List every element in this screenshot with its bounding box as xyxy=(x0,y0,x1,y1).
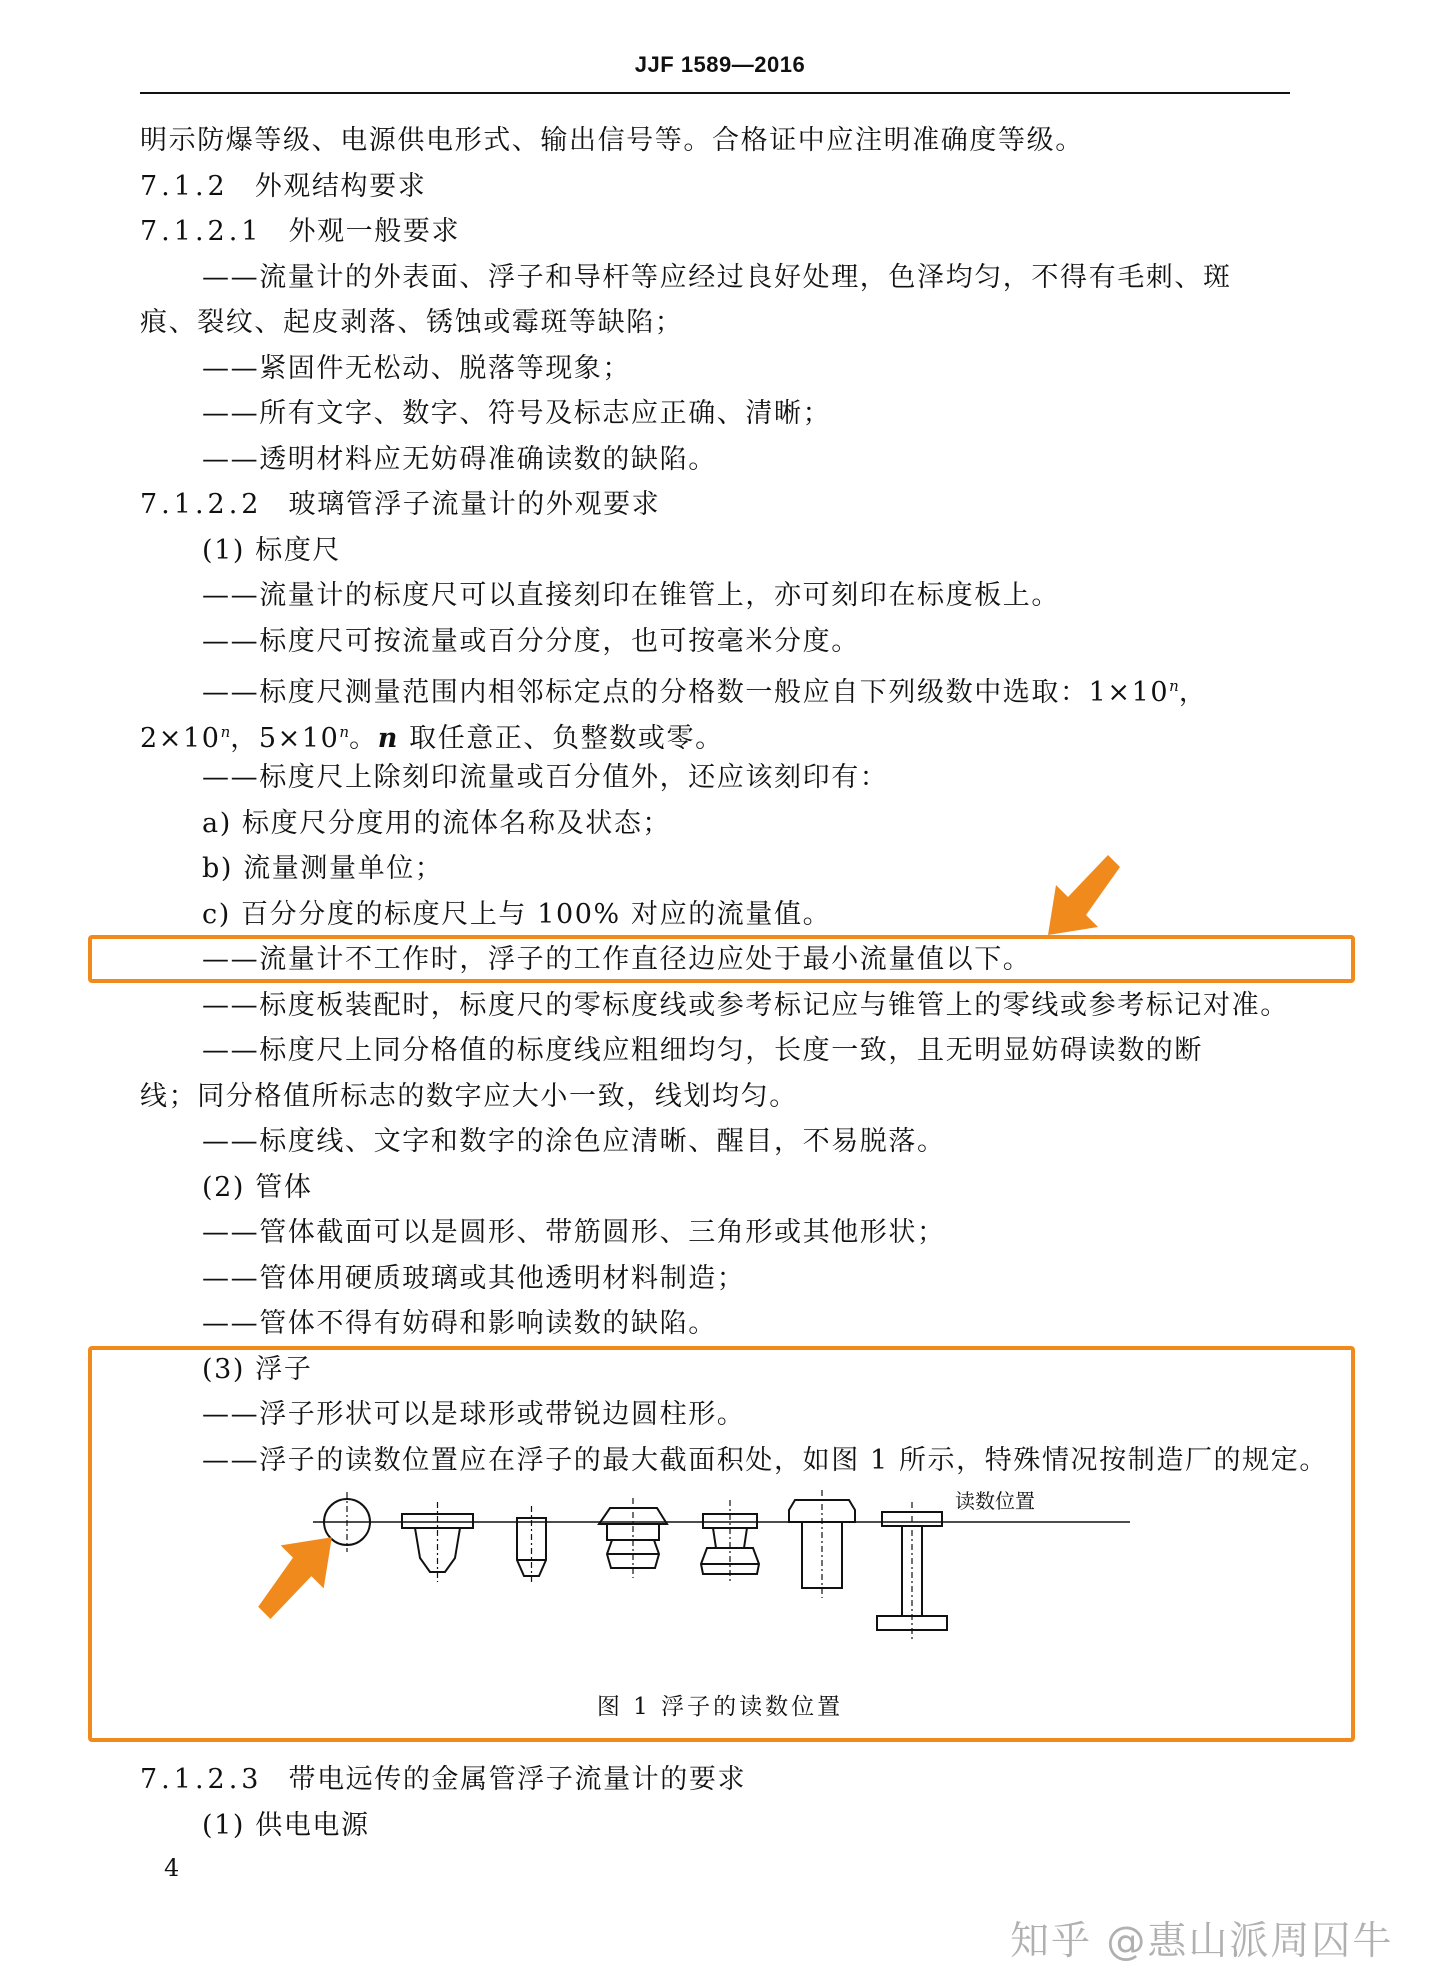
text-line: ——透明材料应无妨碍准确读数的缺陷。 xyxy=(202,443,717,475)
page-header-code: JJF 1589—2016 xyxy=(634,52,806,77)
text-line: ——流量计的标度尺可以直接刻印在锥管上，亦可刻印在标度板上。 xyxy=(202,580,1060,611)
subheading: (1) 供电电源 xyxy=(202,1809,370,1841)
section-number: 7.1.2 xyxy=(140,170,229,202)
text-line: ——标度尺可按流量或百分分度，也可按毫米分度。 xyxy=(202,625,860,657)
header-rule xyxy=(140,92,1290,94)
text-line: ——标度尺测量范围内相邻标定点的分格数一般应自下列级数中选取：$1\times 10^n$， xyxy=(202,677,1208,708)
list-item: b) 流量测量单位； xyxy=(202,853,444,884)
section-heading xyxy=(140,209,1300,255)
document-body-continued xyxy=(140,1757,1300,1848)
section-number: 7.1.2.1 xyxy=(140,216,263,247)
section-number: 7.1.2.3 xyxy=(140,1764,263,1795)
document-body xyxy=(140,118,1328,1483)
figure-caption: 图 1 浮子的读数位置 xyxy=(596,1694,844,1720)
list-item: a) 标度尺分度用的流体名称及状态； xyxy=(202,807,672,839)
section-title: 玻璃管浮子流量计的外观要求 xyxy=(288,489,661,520)
section-title: 带电远传的金属管浮子流量计的要求 xyxy=(288,1764,747,1795)
text-line: ——浮子形状可以是球形或带锐边圆柱形。 xyxy=(202,1399,746,1430)
page-number: 4 xyxy=(164,1854,180,1882)
text-line: $2\times 10^n$，$5\times 10^n$。n 取任意正、负整数或零。 xyxy=(140,722,724,754)
annotation-arrow-icon xyxy=(248,1527,340,1619)
highlight-box-float-position xyxy=(88,935,1355,983)
text-line: ——管体不得有妨碍和影响读数的缺陷。 xyxy=(202,1308,717,1339)
highlighted-text-line: ——流量计不工作时，浮子的工作直径边应处于最小流量值以下。 xyxy=(202,944,1032,975)
text-line: ——管体截面可以是圆形、带筋圆形、三角形或其他形状； xyxy=(202,1217,946,1248)
section-heading xyxy=(140,1757,1300,1803)
exponent-n: n xyxy=(1169,677,1179,695)
watermark: 知乎 @惠山派周囚牛 xyxy=(1010,1919,1394,1964)
annotation-arrow-icon xyxy=(1040,855,1130,945)
text-line: ——标度尺上同分格值的标度线应粗细均匀，长度一致，且无明显妨碍读数的断 xyxy=(202,1035,1203,1066)
text-line: ——浮子的读数位置应在浮子的最大截面积处，如图 1 所示，特殊情况按制造厂的规定。 xyxy=(202,1444,1328,1476)
text-line: ——所有文字、数字、符号及标志应正确、清晰； xyxy=(202,398,832,429)
text-line: ——标度尺上除刻印流量或百分值外，还应该刻印有： xyxy=(202,762,889,793)
text-line: ——流量计的外表面、浮子和导杆等应经过良好处理，色泽均匀，不得有毛刺、斑 xyxy=(202,261,1232,293)
section-title: 外观结构要求 xyxy=(254,170,427,202)
exponent-n: n xyxy=(339,722,350,741)
text-line: ——紧固件无松动、脱落等现象； xyxy=(202,352,631,384)
subheading: (2) 管体 xyxy=(202,1171,313,1203)
text-line: ——管体用硬质玻璃或其他透明材料制造； xyxy=(202,1262,746,1294)
section-title: 外观一般要求 xyxy=(288,216,461,247)
variable-n: n xyxy=(377,722,399,754)
list-item: c) 百分分度的标度尺上与 100% 对应的流量值。 xyxy=(202,898,832,930)
text-line: 线；同分格值所标志的数字应大小一致，线划均匀。 xyxy=(140,1080,798,1112)
section-number: 7.1.2.2 xyxy=(140,489,263,520)
text-line: 明示防爆等级、电源供电形式、输出信号等。合格证中应注明准确度等级。 xyxy=(140,125,1084,156)
exponent-n: n xyxy=(220,722,231,741)
text-line: ——标度板装配时，标度尺的零标度线或参考标记应与锥管上的零线或参考标记对准。 xyxy=(202,989,1289,1021)
section-heading xyxy=(140,482,1300,528)
text-line: 痕、裂纹、起皮剥落、锈蚀或霉斑等缺陷； xyxy=(140,307,684,338)
subheading: (1) 标度尺 xyxy=(202,534,342,566)
subheading: (3) 浮子 xyxy=(202,1353,313,1385)
section-heading xyxy=(140,164,1300,210)
text-line: ——标度线、文字和数字的涂色应清晰、醒目，不易脱落。 xyxy=(202,1126,946,1157)
reading-position-label: 读数位置 xyxy=(955,1489,1035,1513)
